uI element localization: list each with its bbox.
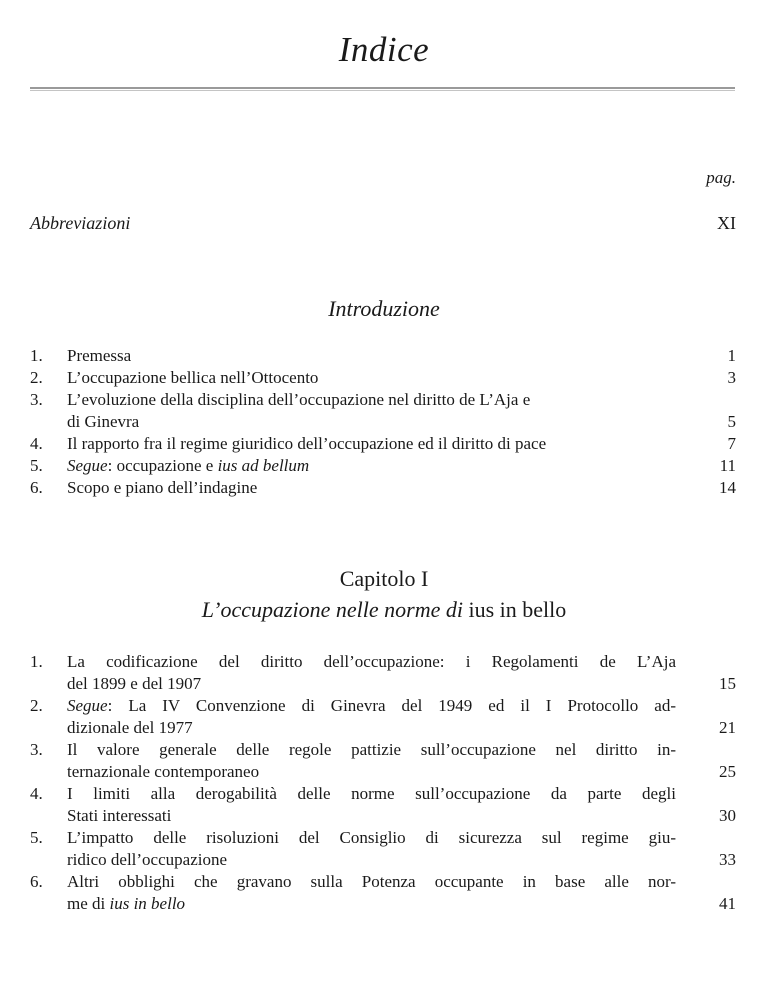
abbreviations-label: Abbreviazioni — [30, 213, 131, 233]
entry-title: L’occupazione bellica nell’Ottocento — [67, 368, 319, 387]
entry-title-line-1: : La IV Convenzione di Ginevra del 1949 ed il I Protocollo ad- — [107, 696, 676, 715]
entry-title-italic: ius in bello — [109, 894, 186, 913]
toc-entry[interactable] — [30, 433, 736, 455]
entry-page: 3 — [727, 368, 736, 387]
toc-entry[interactable] — [30, 739, 736, 783]
toc-entry[interactable] — [30, 389, 736, 433]
entry-page: 7 — [727, 434, 736, 453]
entry-number: 6. — [30, 478, 43, 497]
toc-entry[interactable] — [30, 477, 736, 499]
rule-line-bottom — [30, 90, 735, 91]
toc-entry[interactable] — [30, 345, 736, 367]
toc-entry[interactable] — [30, 651, 736, 695]
entry-title-italic: Segue — [67, 456, 108, 475]
entry-title-line-2: di Ginevra — [67, 412, 140, 431]
toc-entry[interactable] — [30, 827, 736, 871]
entry-title-italic-2: ius ad bellum — [217, 456, 310, 475]
entry-number: 4. — [30, 434, 43, 453]
entry-page: 14 — [719, 478, 736, 497]
chapter1-subtitle-roman: ius in bello — [463, 597, 567, 622]
entry-title: Premessa — [67, 346, 132, 365]
toc-entry-abbreviations[interactable] — [30, 213, 736, 234]
entry-page: 41 — [719, 894, 736, 913]
entry-title-line-1: I limiti alla derogabilità delle norme sull’occupazione da parte degli — [67, 784, 676, 803]
chapter1-subtitle — [0, 597, 768, 623]
entry-page: 21 — [719, 718, 736, 737]
abbreviations-page: XI — [717, 213, 736, 233]
entry-title-line-2: Stati interessati — [67, 806, 172, 825]
entry-page: 33 — [719, 850, 736, 869]
entry-page: 1 — [727, 346, 736, 365]
entry-title-line-2: ridico dell’occupazione — [67, 850, 228, 869]
entry-number: 5. — [30, 456, 43, 475]
entry-page: 11 — [719, 456, 736, 475]
entry-title-line-1: Il valore generale delle regole pattizie sull’occupazione nel diritto in- — [67, 740, 676, 759]
entry-title-line-1: L’impatto delle risoluzioni del Consiglio di sicurezza sul regime giu- — [67, 828, 676, 847]
entry-number: 1. — [30, 346, 43, 365]
entry-title-line-1: L’evoluzione della disciplina dell’occupazione nel diritto de L’Aja e — [67, 390, 531, 409]
entry-page: 15 — [719, 674, 736, 693]
toc-entry[interactable] — [30, 783, 736, 827]
entry-page: 5 — [727, 412, 736, 431]
toc-entry[interactable] — [30, 367, 736, 389]
entry-title-text: : occupazione e — [107, 456, 218, 475]
toc-entry[interactable] — [30, 871, 736, 915]
entry-number: 5. — [30, 828, 43, 847]
toc-entry[interactable] — [30, 455, 736, 477]
title-double-rule — [30, 85, 735, 93]
chapter1-toc — [30, 651, 736, 915]
entry-page: 30 — [719, 806, 736, 825]
entry-title: Il rapporto fra il regime giuridico dell’occupazione ed il diritto di pace — [67, 434, 547, 453]
page-title: Indice — [338, 30, 430, 69]
entry-number: 4. — [30, 784, 43, 803]
entry-title-line-2: del 1899 e del 1907 — [67, 674, 202, 693]
entry-number: 2. — [30, 696, 43, 715]
entry-number: 2. — [30, 368, 43, 387]
page-column-label: pag. — [706, 168, 736, 187]
entry-number: 3. — [30, 390, 43, 409]
entry-number: 1. — [30, 652, 43, 671]
entry-title: Scopo e piano dell’indagine — [67, 478, 258, 497]
entry-title-italic: Segue — [67, 696, 108, 715]
rule-line-top — [30, 87, 735, 89]
entry-title-line-2: dizionale del 1977 — [67, 718, 193, 737]
chapter1-subtitle-italic: L’occupazione nelle norme di — [201, 597, 463, 622]
entry-title-line-2: ternazionale contemporaneo — [67, 762, 260, 781]
entry-title-line-1: La codificazione del diritto dell’occupazione: i Regolamenti de L’Aja — [67, 652, 676, 671]
entry-number: 6. — [30, 872, 43, 891]
entry-page: 25 — [719, 762, 736, 781]
entry-title-line-1: Altri obblighi che gravano sulla Potenza occupante in base alle nor- — [67, 872, 676, 891]
entry-number: 3. — [30, 740, 43, 759]
chapter1-heading: Capitolo I — [339, 566, 429, 591]
introduction-toc — [30, 345, 736, 499]
introduction-heading: Introduzione — [328, 296, 440, 321]
toc-entry[interactable] — [30, 695, 736, 739]
entry-title-line-2: me di — [67, 894, 110, 913]
